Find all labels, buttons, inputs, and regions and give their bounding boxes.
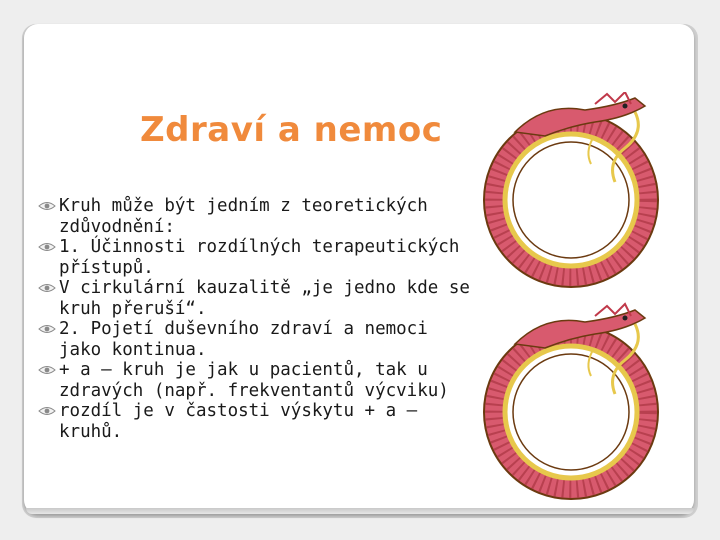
bullet-text: 2. Pojetí duševního zdraví a nemoci jako kontinua.	[59, 319, 428, 360]
bullet-list	[38, 196, 478, 442]
slide-title: Zdraví a nemoc	[140, 110, 443, 150]
eye-leaf-bullet-icon	[38, 282, 56, 294]
bullet-item	[38, 401, 478, 442]
eye-leaf-bullet-icon	[38, 364, 56, 376]
eye-leaf-bullet-icon	[38, 200, 56, 212]
bullet-item	[38, 237, 478, 278]
eye-leaf-bullet-icon	[38, 323, 56, 335]
bullet-item	[38, 360, 478, 401]
ouroboros-serpent-image	[475, 300, 667, 510]
bullet-text: + a – kruh je jak u pacientů, tak u zdravých (např. frekventantů výcviku)	[59, 360, 449, 401]
eye-leaf-bullet-icon	[38, 405, 56, 417]
bullet-item	[38, 278, 478, 319]
bullet-text: 1. Účinnosti rozdílných terapeutických přístupů.	[59, 237, 460, 278]
bullet-item	[38, 319, 478, 360]
bullet-item	[38, 196, 478, 237]
slide-bottom-edge	[26, 508, 694, 514]
bullet-text: rozdíl je v častosti výskytu + a – kruhů.	[59, 401, 418, 442]
bullet-text: Kruh může být jedním z teoretických zdůvodnění:	[59, 196, 428, 237]
eye-leaf-bullet-icon	[38, 241, 56, 253]
bullet-text: V cirkulární kauzalitě „je jedno kde se kruh přeruší“.	[59, 278, 470, 319]
ouroboros-serpent-image	[475, 92, 667, 296]
